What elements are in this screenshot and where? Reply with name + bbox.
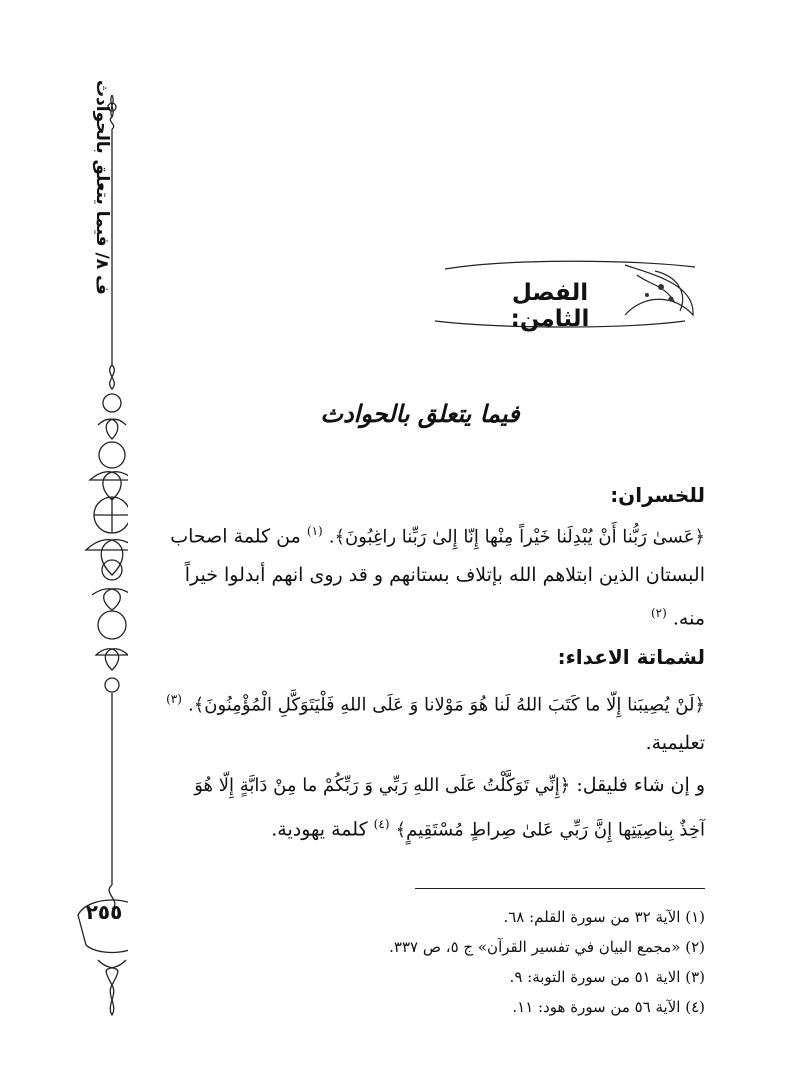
paragraph-loss (165, 512, 705, 638)
footnote-divider (415, 888, 705, 889)
running-head: ف ٨/ فيما يتعلق بالحوادث (92, 80, 112, 295)
footnotes (375, 902, 705, 1022)
footnote-ref: (١) (306, 524, 323, 538)
quran-verse: ﴿عَسىٰ رَبُّنا أَنْ يُبْدِلَنا خَيْراً مِنْها إِنّا إِلىٰ رَبِّنا راغِبُونَ﴾. (328, 526, 705, 548)
body-text (165, 478, 705, 849)
quran-verse: ﴿إِنِّي تَوَكَّلْتُ عَلَى اللهِ رَبِّي وَ رَبِّكُمْ ما مِنْ دَابَّةٍ إِلّا هُوَ آخِذٌ بِناصِيَتِها إِنَّ رَبِّي عَلىٰ صِراطٍ مُسْتَقِيمٍ﴾ (194, 774, 705, 841)
footnote: (٢) «مجمع البيان في تفسير القرآن» ج ٥، ص ٣٣٧. (389, 938, 705, 956)
paragraph-enemies (165, 680, 705, 762)
quran-verse: ﴿لَنْ يُصِيبَنا إِلّا ما كَتَبَ اللهُ لَنا هُوَ مَوْلانا وَ عَلَى اللهِ فَلْيَتَوَكَّلِ الْمُؤْمِنُونَ﴾. (187, 693, 705, 715)
paragraph-trust (165, 766, 705, 849)
paragraph-intro: و إن شاء فليقل: (576, 773, 705, 796)
heading-loss: للخسران: (610, 483, 705, 507)
paragraph-text: من كلمة اصحاب البستان الذين ابتلاهم الله بإتلاف بستانهم و قد روى انهم أبدلوا خيراً منه. (170, 525, 705, 630)
footnote-ref: (٤) (373, 816, 390, 831)
paragraph-text: كلمة يهودية. (271, 818, 368, 841)
footnote: (١) الآية ٣٢ من سورة القلم: ٦٨. (503, 908, 705, 926)
page-number: ٢٥٥ (85, 900, 123, 924)
heading-enemies: لشماتة الاعداء: (557, 644, 705, 669)
section-title: فيما يتعلق بالحوادث (320, 400, 520, 428)
chapter-title: الفصل الثامن: (510, 280, 590, 332)
footnote: (٣) الاية ٥١ من سورة التوبة: ٩. (509, 968, 705, 986)
footnote: (٤) الآية ٥٦ من سورة هود: ١١. (512, 998, 705, 1016)
paragraph-text: تعليمية. (645, 731, 705, 754)
footnote-ref: (٢) (650, 606, 667, 621)
footnote-ref: (٣) (166, 691, 182, 706)
